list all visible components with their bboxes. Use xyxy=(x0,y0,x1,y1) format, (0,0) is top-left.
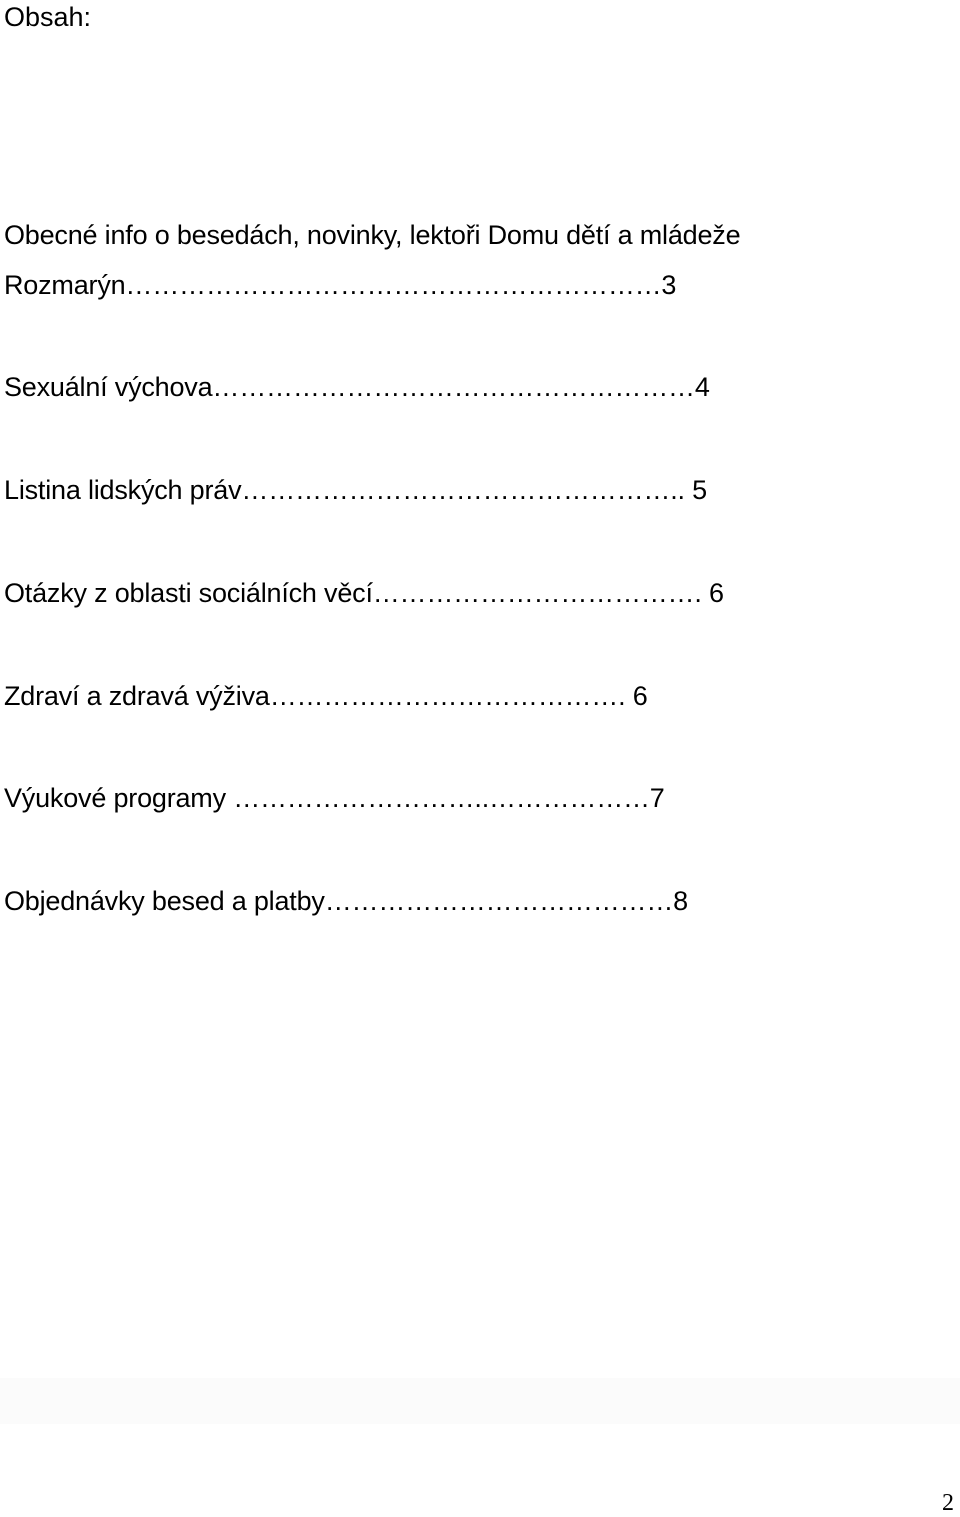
toc-entry-human-rights: Listina lidských práv………………………………………….. 5 xyxy=(4,475,707,505)
toc-entry-intro-continued: Rozmarýn……………………………………………………3 xyxy=(4,270,677,300)
toc-entry-orders-payments: Objednávky besed a platby…………………………………8 xyxy=(4,886,688,916)
toc-entry-educational-programs: Výukové programy ………………………..………………7 xyxy=(4,783,665,813)
toc-entry-intro: Obecné info o besedách, novinky, lektoři Domu dětí a mládeže xyxy=(4,220,741,250)
toc-entry-sex-education: Sexuální výchova………………………………………………4 xyxy=(4,372,710,402)
toc-entry-health-nutrition: Zdraví a zdravá výživa…………………………………. 6 xyxy=(4,681,648,711)
page-number: 2 xyxy=(942,1490,954,1516)
toc-heading: Obsah: xyxy=(4,2,92,32)
toc-entry-social-affairs: Otázky z oblasti sociálních věcí………………………………. 6 xyxy=(4,578,724,608)
footer-band xyxy=(0,1378,960,1424)
